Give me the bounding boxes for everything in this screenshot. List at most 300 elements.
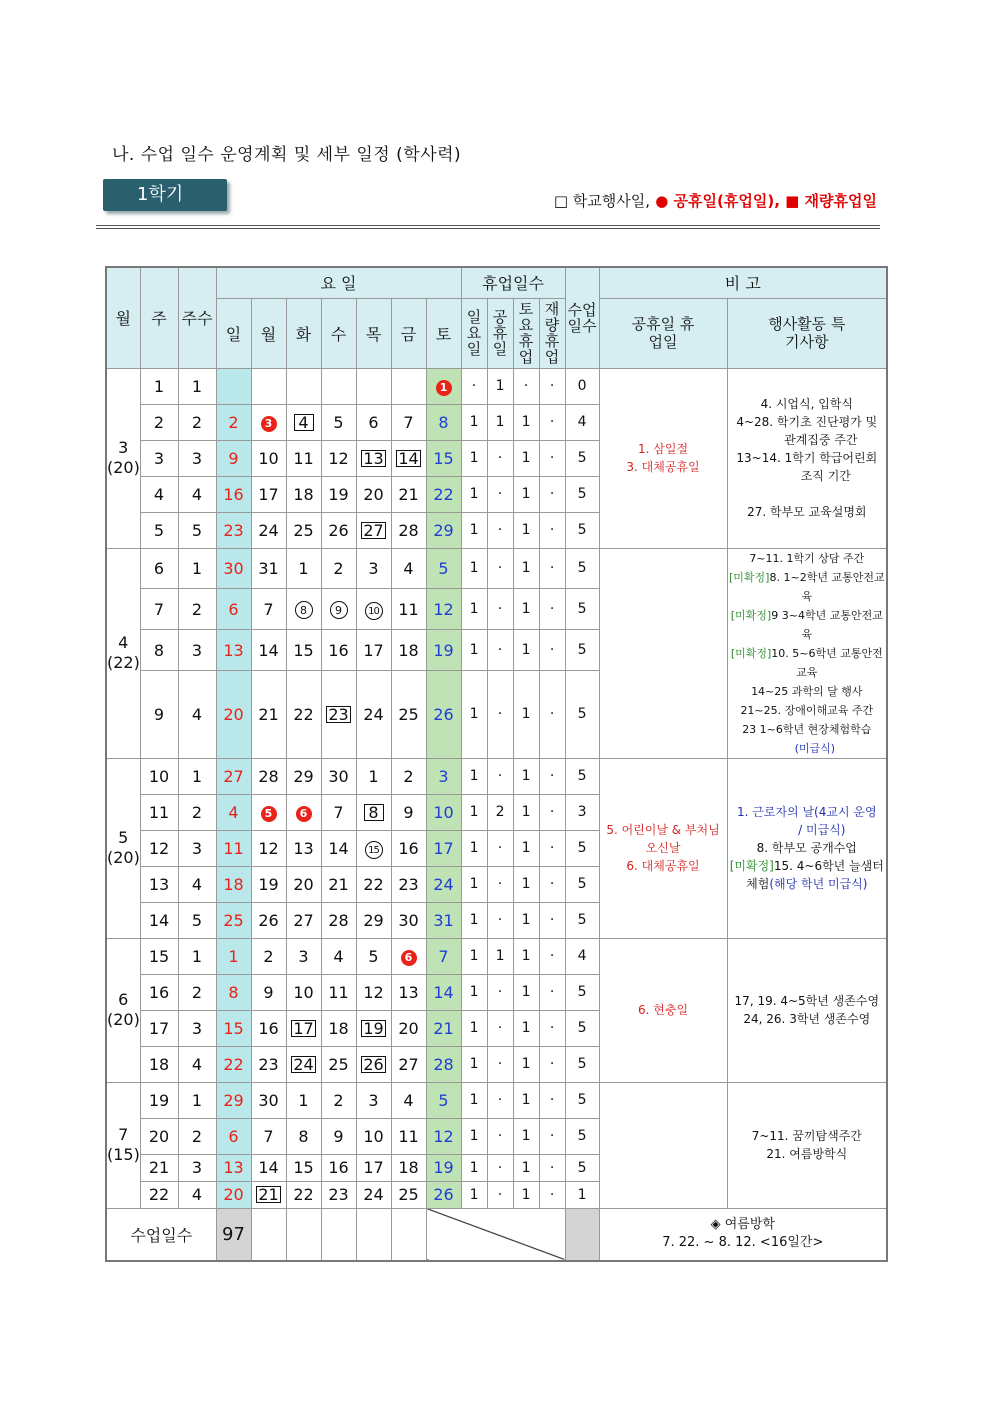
day-cell [321,1181,356,1208]
month-cell [106,938,140,1082]
month-label: 4 [118,633,129,652]
day-number: 28 [328,910,349,930]
day-number: 4 [333,946,344,966]
day-number: 20 [363,484,384,504]
note-line: 5. 어린이날 & 부처님 오신날 [606,823,720,855]
day-number: 13 [223,640,244,660]
day-cell [216,794,251,830]
note-text: 8. 1~2학년 교통안전교육 [769,570,885,603]
closure-cell: 1 [461,512,487,548]
day-number: 20 [223,1185,244,1204]
closure-cell: 1 [461,794,487,830]
closure-cell: 1 [513,512,539,548]
legend-holiday: ● 공휴일(휴업일), [655,192,780,210]
day-cell [286,758,321,794]
day-cell [251,758,286,794]
divider-top [96,225,880,226]
day-number: 22 [293,1185,314,1204]
day-number: 15 [365,841,383,859]
week-number: 17 [140,1010,178,1046]
day-cell [321,830,356,866]
week-number: 6 [140,548,178,589]
day-number: 2 [403,766,414,786]
month-label: 5 [118,828,129,847]
day-number: 8 [438,412,449,432]
week-number: 15 [140,938,178,974]
closure-cell: · [487,476,513,512]
day-number: 6 [228,599,239,619]
closure-cell: 1 [513,630,539,671]
day-cell [251,440,286,476]
note-line: 4. 시업식, 입학식 [760,397,854,411]
closure-cell: 1 [461,974,487,1010]
day-number: 22 [433,484,454,504]
class-days-cell: 5 [565,1118,599,1154]
week-number: 21 [140,1154,178,1181]
closure-cell: 1 [513,794,539,830]
header-events: 행사활동 특기사항 [727,298,887,368]
day-cell [426,589,461,630]
holiday-note-april [599,548,727,758]
class-days-cell: 0 [565,368,599,404]
header-closure: 휴업일수 [461,267,565,298]
legend-discretionary: ■ 재량휴업일 [785,192,877,210]
class-days-cell: 5 [565,866,599,902]
closure-cell: · [461,368,487,404]
closure-cell: 1 [487,938,513,974]
month-cell [106,1082,140,1208]
day-number: 17 [258,484,279,504]
day-number: 6 [228,1126,239,1146]
day-cell [426,794,461,830]
day-cell [286,1082,321,1118]
note-line [728,803,887,821]
closure-cell: · [487,630,513,671]
header-sun: 일 [216,298,251,368]
closure-cell: · [539,1154,565,1181]
month-count: (15) [107,1145,140,1164]
header-thu: 목 [356,298,391,368]
note-text: (해당 학년 미급식) [769,877,868,891]
day-number: 11 [293,448,314,468]
week-number: 13 [140,866,178,902]
closure-cell: 1 [513,1118,539,1154]
day-cell [426,902,461,938]
note-line: 4~28. 학기초 진단평가 및 [736,415,878,429]
day-cell [251,630,286,671]
day-number: 1 [368,766,379,786]
note-line [728,875,887,893]
day-cell [426,1118,461,1154]
day-cell [251,671,286,758]
day-cell [251,794,286,830]
day-number: 16 [328,1158,349,1177]
header-mon: 월 [251,298,286,368]
closure-cell: 1 [461,1046,487,1082]
day-number: 9 [263,982,274,1002]
day-cell [216,671,251,758]
closure-cell: 1 [461,1082,487,1118]
day-cell [321,368,356,404]
day-cell [391,1082,426,1118]
day-cell [356,589,391,630]
day-cell [391,630,426,671]
day-number: 20 [398,1018,419,1038]
day-number: 31 [433,910,454,930]
day-cell [286,1181,321,1208]
day-number: 18 [223,874,244,894]
closure-cell: · [539,589,565,630]
holiday-note-june [599,938,727,1082]
class-days-cell: 5 [565,758,599,794]
note-line [728,644,887,682]
day-number: 21 [433,1018,454,1038]
closure-cell: · [487,1154,513,1181]
day-number: 2 [333,1090,344,1110]
day-cell [321,512,356,548]
note-line: 17, 19. 4~5학년 생존수영 [734,994,880,1008]
total-grey-cell [565,1208,599,1261]
week-count: 1 [178,368,216,404]
day-cell [286,476,321,512]
day-number: 3 [261,416,277,432]
closure-cell: 1 [513,866,539,902]
day-number: 21 [398,484,419,504]
day-number: 11 [398,599,419,619]
day-number: 19 [328,484,349,504]
day-cell [216,404,251,440]
day-number: 17 [433,838,454,858]
day-cell [216,476,251,512]
header-closure-saturday: 토요휴업 [513,298,539,368]
day-cell [216,1154,251,1181]
day-cell [286,548,321,589]
header-days: 요 일 [216,267,461,298]
day-number: 26 [433,704,454,724]
closure-cell: · [539,794,565,830]
closure-cell: 1 [513,902,539,938]
note-line: 13~14. 1학기 학급어린회 [736,451,878,465]
closure-cell: · [539,1046,565,1082]
day-number: 24 [433,874,454,894]
day-number: 18 [293,484,314,504]
day-cell [321,476,356,512]
closure-cell: 1 [487,368,513,404]
day-cell [391,758,426,794]
closure-cell: · [487,1181,513,1208]
day-number: 26 [433,1185,454,1204]
week-count: 1 [178,938,216,974]
header-fri: 금 [391,298,426,368]
week-count: 3 [178,830,216,866]
day-cell [321,1154,356,1181]
class-days-cell: 5 [565,1082,599,1118]
total-empty-cell [251,1208,286,1261]
day-cell [286,1046,321,1082]
header-week: 주 [140,267,178,368]
week-count: 3 [178,1154,216,1181]
day-number: 21 [258,1185,279,1204]
day-cell [356,902,391,938]
day-number: 28 [433,1054,454,1074]
header-closure-sunday: 일요일 [461,298,487,368]
day-number: 26 [258,910,279,930]
day-cell [426,440,461,476]
month-count: (20) [107,1010,140,1029]
day-cell [391,1046,426,1082]
day-number: 6 [296,806,312,822]
closure-cell: · [487,548,513,589]
day-number: 15 [293,640,314,660]
day-cell [321,1118,356,1154]
closure-cell: 1 [461,1154,487,1181]
day-number: 7 [333,802,344,822]
closure-cell: 1 [461,866,487,902]
day-number: 14 [433,982,454,1002]
day-number: 4 [403,1090,414,1110]
day-number: 23 [223,520,244,540]
day-cell [356,1082,391,1118]
week-number: 20 [140,1118,178,1154]
note-text: 1. 근로자의 날(4교시 운영 [737,805,877,819]
class-days-cell: 5 [565,440,599,476]
day-number: 6 [368,412,379,432]
day-cell [216,758,251,794]
day-number: 4 [294,414,314,431]
day-number: 19 [433,640,454,660]
class-days-cell: 5 [565,902,599,938]
day-cell [391,1154,426,1181]
day-number: 2 [333,558,344,578]
day-cell [391,1118,426,1154]
week-number: 14 [140,902,178,938]
note-text: 체험 [746,877,770,891]
total-empty-cell [356,1208,391,1261]
note-line: 27. 학부모 교육설명회 [747,505,867,519]
week-count: 4 [178,1181,216,1208]
day-number: 7 [438,946,449,966]
day-cell [426,1181,461,1208]
day-number: 23 [398,874,419,894]
closure-cell: 1 [461,589,487,630]
closure-cell: 1 [513,440,539,476]
day-cell [356,630,391,671]
day-number: 1 [298,558,309,578]
day-cell [321,902,356,938]
closure-cell: 1 [461,671,487,758]
day-cell [286,368,321,404]
header-remarks: 비 고 [599,267,887,298]
day-cell [286,974,321,1010]
day-cell [426,548,461,589]
closure-cell: 1 [513,830,539,866]
day-cell [391,548,426,589]
day-number: 17 [363,1158,384,1177]
header-week-count: 주수 [178,267,216,368]
week-count: 2 [178,974,216,1010]
closure-cell: 1 [461,548,487,589]
closure-cell: · [539,512,565,548]
day-number: 30 [223,558,244,578]
day-cell [356,368,391,404]
day-cell [216,512,251,548]
day-cell [391,902,426,938]
day-cell [286,440,321,476]
day-number: 6 [401,950,417,966]
day-cell [321,589,356,630]
day-number: 10 [365,602,383,620]
day-cell [356,1154,391,1181]
day-number: 25 [293,520,314,540]
section-title: 나. 수업 일수 운영계획 및 세부 일정 (학사력) [112,145,462,165]
day-cell [356,938,391,974]
closure-cell: 1 [513,758,539,794]
closure-cell: 1 [461,830,487,866]
day-number: 3 [298,946,309,966]
closure-cell: 1 [461,1181,487,1208]
day-cell [391,589,426,630]
day-cell [356,758,391,794]
week-number: 3 [140,440,178,476]
day-number: 2 [263,946,274,966]
day-number: 11 [328,982,349,1002]
class-days-cell: 5 [565,671,599,758]
day-cell [356,476,391,512]
day-number: 29 [363,910,384,930]
day-number: 29 [293,766,314,786]
week-count: 2 [178,1118,216,1154]
day-cell [356,548,391,589]
note-line: 7~11. 꿈끼탐색주간 [751,1129,862,1143]
day-number: 10 [363,1126,384,1146]
class-days-cell: 5 [565,1010,599,1046]
day-cell [251,1181,286,1208]
day-cell [391,938,426,974]
day-cell [286,938,321,974]
day-number: 5 [438,558,449,578]
closure-cell: 1 [513,589,539,630]
week-number: 22 [140,1181,178,1208]
note-line: 23 1~6학년 현장체험학습 [742,722,872,736]
closure-cell: · [539,902,565,938]
day-number: 24 [293,1054,314,1074]
week-count: 4 [178,476,216,512]
day-cell [426,938,461,974]
closure-cell: · [539,630,565,671]
day-number: 5 [368,946,379,966]
day-number: 28 [258,766,279,786]
header-tue: 화 [286,298,321,368]
day-number: 22 [363,874,384,894]
day-number: 21 [328,874,349,894]
day-cell [251,1118,286,1154]
closure-cell: 1 [513,1046,539,1082]
class-days-cell: 1 [565,1181,599,1208]
closure-cell: · [487,589,513,630]
note-tag: [미확정] [729,859,774,873]
day-cell [286,1118,321,1154]
day-cell [251,589,286,630]
day-number: 27 [293,910,314,930]
day-cell [251,1046,286,1082]
header-class-days: 수업일수 [565,267,599,368]
day-cell [426,1154,461,1181]
day-number: 1 [298,1090,309,1110]
day-number: 14 [258,640,279,660]
week-count: 5 [178,512,216,548]
table-row [106,1082,887,1118]
day-cell [321,1082,356,1118]
day-number: 8 [364,804,384,821]
day-cell [251,404,286,440]
day-number: 7 [263,599,274,619]
holiday-note-march [599,368,727,548]
event-note-july [727,1082,887,1208]
day-cell [286,671,321,758]
day-number: 10 [258,448,279,468]
day-number: 26 [363,1054,384,1074]
event-note-march [727,368,887,548]
week-count: 4 [178,866,216,902]
day-cell [321,938,356,974]
day-number: 17 [293,1018,314,1038]
day-number: 23 [328,1185,349,1204]
note-tag: [미확정] [730,608,772,622]
day-cell [251,368,286,404]
day-cell [426,1082,461,1118]
day-number: 18 [328,1018,349,1038]
day-number: 11 [398,1126,419,1146]
day-cell [426,1046,461,1082]
day-cell [251,866,286,902]
closure-cell: 1 [513,404,539,440]
day-number: 13 [293,838,314,858]
day-cell [216,1046,251,1082]
day-cell [321,866,356,902]
day-number: 20 [223,704,244,724]
closure-cell: 1 [461,758,487,794]
day-cell [426,974,461,1010]
day-number: 9 [228,448,239,468]
day-number: 15 [293,1158,314,1177]
day-number: 29 [433,520,454,540]
day-cell [426,830,461,866]
day-cell [286,1010,321,1046]
class-days-cell: 5 [565,1154,599,1181]
day-cell [356,404,391,440]
closure-cell: · [487,758,513,794]
total-diagonal-cell [426,1208,565,1261]
closure-cell: 1 [513,938,539,974]
class-days-cell: 5 [565,1046,599,1082]
closure-cell: · [539,671,565,758]
day-cell [356,830,391,866]
day-number: 1 [436,380,452,396]
class-days-cell: 4 [565,938,599,974]
day-number: 8 [228,982,239,1002]
total-empty-cell [286,1208,321,1261]
note-line: 조직 기간 [800,469,851,483]
day-number: 13 [363,448,384,468]
day-number: 24 [363,704,384,724]
day-cell [286,830,321,866]
day-number: 15 [433,448,454,468]
week-number: 9 [140,671,178,758]
day-number: 20 [293,874,314,894]
week-count: 5 [178,902,216,938]
week-number: 2 [140,404,178,440]
class-days-cell: 5 [565,974,599,1010]
